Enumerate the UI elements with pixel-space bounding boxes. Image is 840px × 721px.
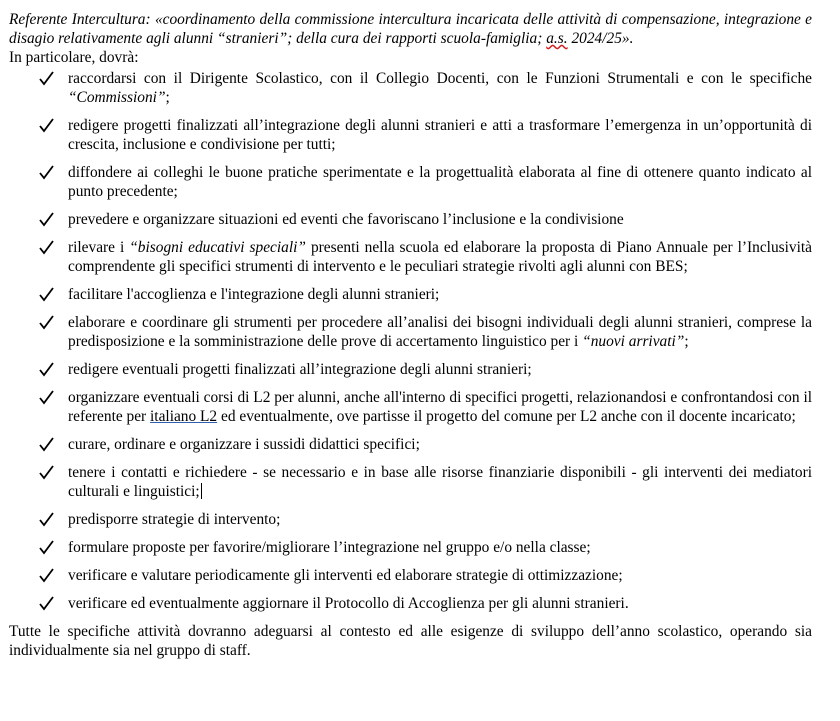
text-cursor [201,483,202,499]
item-text: elaborare e coordinare gli strumenti per procedere all’analisi dei bisogni individuali degli alunni stranieri, comprese la predisposizione e la somministrazione delle prove di accertamento linguistico per i [68,314,812,350]
intro-text: Referente Intercultura: «coordinamento della commissione intercultura incaricata delle attività di compensazione, integrazione e disagio relativamente agli alunni “stranieri”; della cura dei rapporti scuola-famiglia; [9,11,812,47]
intro-paragraph [9,10,812,48]
list-item [9,510,812,529]
intro-year: 2024/25». [567,30,634,47]
list-item [9,163,812,201]
checkmark-icon [39,463,55,482]
item-text-end: presenti nella scuola ed elaborare la proposta di Piano Annuale per l’Inclusività comprendente gli specifici strumenti di intervento e le peculiari strategie rivolti agli alunni con BES; [68,239,812,275]
checkmark-icon [39,313,55,332]
list-item [9,210,812,229]
checkmark-icon [39,538,55,557]
checkmark-icon [39,238,55,257]
list-item [9,285,812,304]
checkmark-icon [39,163,55,182]
checkmark-icon [39,116,55,135]
item-text: raccordarsi con il Dirigente Scolastico, con il Collegio Docenti, con le Funzioni Strumentali e con le specifiche [68,70,812,87]
checkmark-icon [39,435,55,454]
list-item [9,238,812,276]
item-text: organizzare eventuali corsi di L2 per alunni, anche all'interno di specifici progetti, relazionandosi e confrontandosi con il referente per [68,389,812,425]
list-item [9,594,812,613]
checkmark-icon [39,69,55,88]
list-item [9,463,812,501]
list-item [9,69,812,107]
list-item [9,360,812,379]
item-text-end: ; [684,333,689,350]
list-item [9,435,812,454]
checkmark-icon [39,594,55,613]
spellcheck-word[interactable]: a.s. [546,30,568,47]
list-item [9,538,812,557]
item-text: tenere i contatti e richiedere - se necessario e in base alle risorse finanziarie disponibili - gli interventi dei mediatori culturali e linguistici; [68,464,812,500]
item-italic: “bisogni educativi speciali” [129,239,306,256]
checkmark-icon [39,360,55,379]
item-text-end: ed eventualmente, ove partisse il progetto del comune per L2 anche con il docente incaricato; [217,408,796,425]
item-text: redigere eventuali progetti finalizzati all’integrazione degli alunni stranieri; [68,361,532,378]
checkmark-icon [39,566,55,585]
list-item [9,566,812,585]
item-text: curare, ordinare e organizzare i sussidi didattici specifici; [68,436,420,453]
duties-list [9,69,812,613]
item-text: prevedere e organizzare situazioni ed eventi che favoriscano l’inclusione e la condivisione [68,211,624,228]
item-text: facilitare l'accoglienza e l'integrazione degli alunni stranieri; [68,286,440,303]
grammar-flagged-phrase[interactable]: italiano L2 [150,408,218,425]
list-item [9,388,812,426]
item-text-end: ; [165,89,170,106]
item-text: diffondere ai colleghi le buone pratiche sperimentate e la progettualità elaborata al fine di ottenere quanto indicato al punto precedente; [68,164,812,200]
item-text: rilevare i [68,239,130,256]
checkmark-icon [39,285,55,304]
item-text: verificare e valutare periodicamente gli interventi ed elaborare strategie di ottimizzazione; [68,567,623,584]
item-text: formulare proposte per favorire/migliorare l’integrazione nel gruppo e/o nella classe; [68,539,591,556]
item-italic: “nuovi arrivati” [582,333,685,350]
item-text: predisporre strategie di intervento; [68,511,281,528]
closing-paragraph: Tutte le specifiche attività dovranno adeguarsi al contesto ed alle esigenze di sviluppo dell’anno scolastico, operando sia individualmente sia nel gruppo di staff. [9,623,812,659]
item-italic: “Commissioni” [68,89,166,106]
item-text: redigere progetti finalizzati all’integrazione degli alunni stranieri e atti a trasformare l’emergenza in un’opportunità di crescita, inclusione e condivisione per tutti; [68,117,812,153]
checkmark-icon [39,388,55,407]
checkmark-icon [39,510,55,529]
item-text: verificare ed eventualmente aggiornare il Protocollo di Accoglienza per gli alunni stranieri. [68,595,629,612]
checkmark-icon [39,210,55,229]
list-item [9,313,812,351]
list-item [9,116,812,154]
lead-text: In particolare, dovrà: [9,49,139,66]
